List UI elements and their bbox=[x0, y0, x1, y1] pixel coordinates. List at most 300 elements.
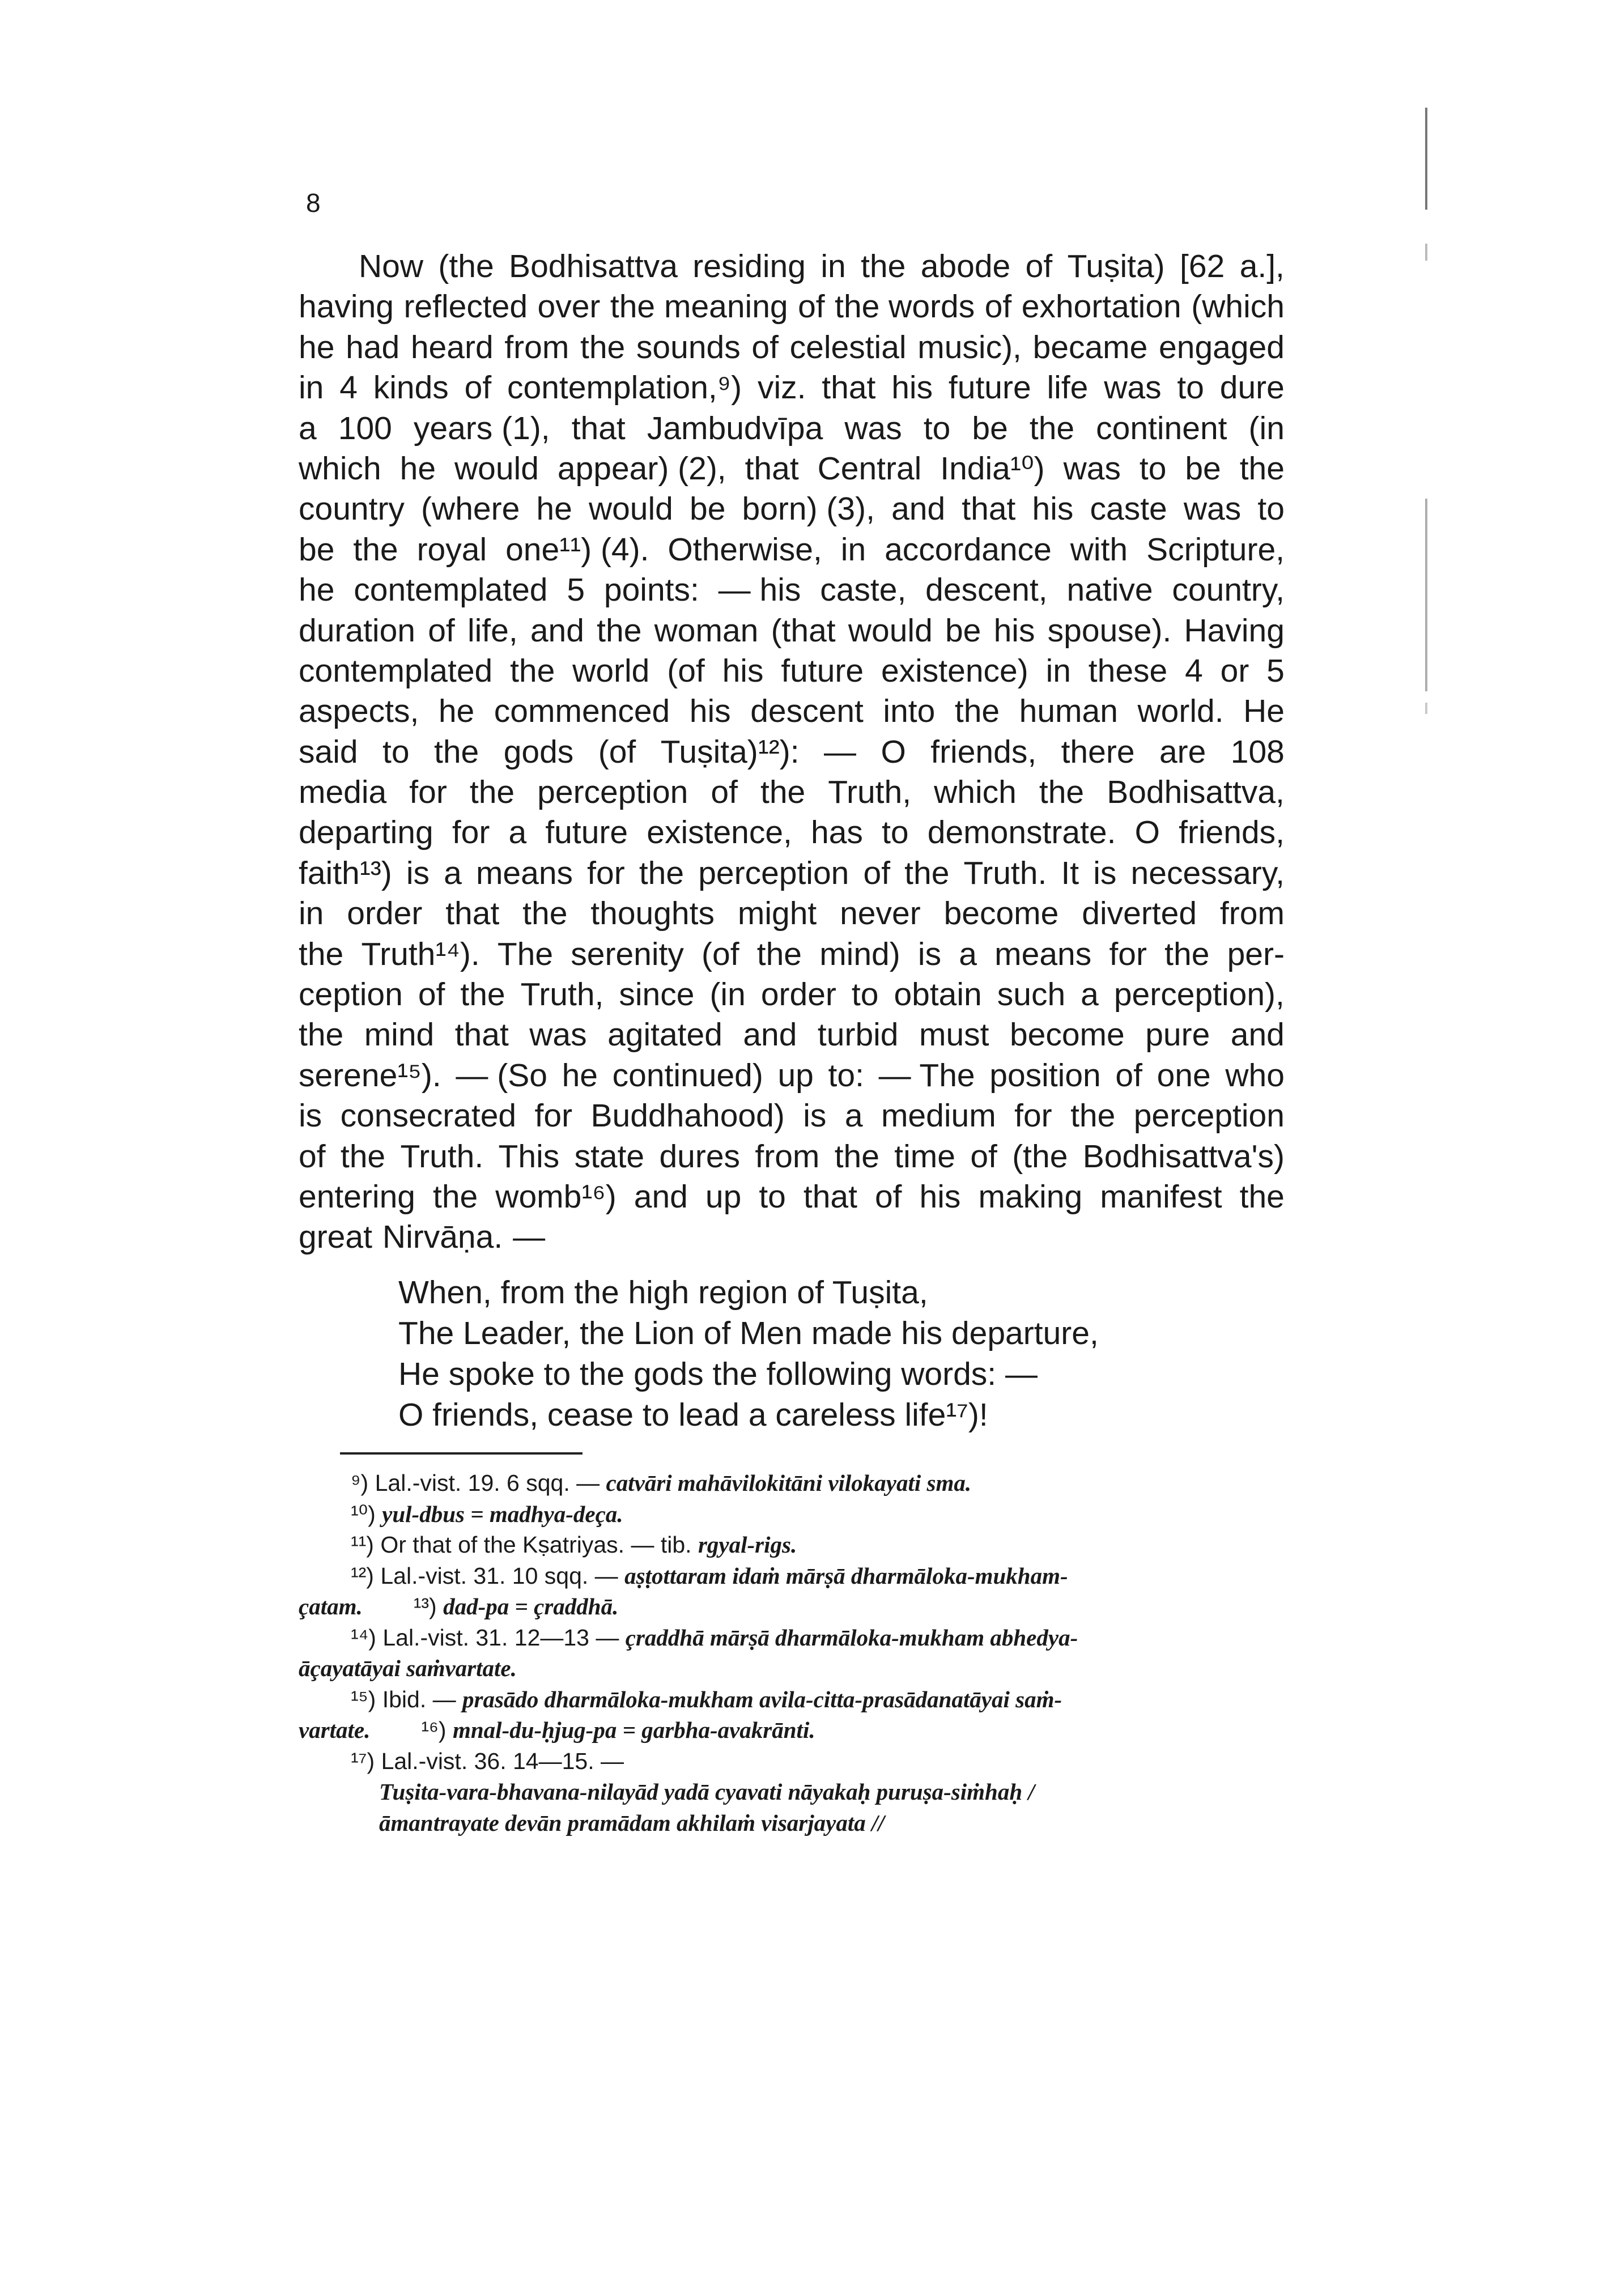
text-line bbox=[299, 1137, 1285, 1177]
word: the bbox=[597, 612, 642, 649]
word: the bbox=[1070, 1098, 1116, 1134]
word: abode bbox=[920, 248, 1011, 284]
word: the bbox=[434, 733, 479, 770]
word: descent bbox=[750, 693, 864, 730]
word: The bbox=[497, 936, 554, 972]
word: native bbox=[1066, 572, 1153, 609]
word: the bbox=[1164, 936, 1210, 972]
footnote-italic: Tuṣita-vara-bhavana-nilayād yadā cyavati nāyakaḥ puruṣa-siṁhaḥ / bbox=[379, 1779, 1035, 1805]
word: one bbox=[1157, 1057, 1211, 1094]
word: [62 bbox=[1180, 248, 1225, 284]
word: a bbox=[508, 814, 527, 851]
word: turbid bbox=[817, 1017, 899, 1053]
word: the bbox=[1239, 1178, 1285, 1215]
word: to bbox=[759, 1178, 786, 1215]
word: per- bbox=[1227, 936, 1285, 972]
word: his bbox=[689, 693, 731, 730]
word: having bbox=[299, 288, 394, 325]
word: media bbox=[299, 774, 387, 811]
word: who bbox=[1225, 1057, 1285, 1094]
word: became bbox=[1032, 329, 1148, 365]
word: his bbox=[993, 612, 1035, 649]
footnote-10 bbox=[299, 1499, 1285, 1530]
word: aspects, bbox=[299, 693, 419, 730]
text-line bbox=[299, 409, 1285, 449]
word: his bbox=[891, 369, 933, 406]
word: making bbox=[978, 1178, 1083, 1215]
word: from bbox=[755, 1138, 820, 1175]
word: was bbox=[844, 410, 902, 447]
word: in bbox=[820, 248, 846, 284]
footnote-12 bbox=[299, 1561, 1285, 1592]
footnote-mark: ¹⁵) bbox=[351, 1686, 376, 1712]
word: the bbox=[299, 936, 344, 972]
word: (that bbox=[771, 612, 836, 649]
word: and bbox=[530, 612, 584, 649]
word: perception), bbox=[1113, 976, 1285, 1013]
word: India¹⁰) bbox=[940, 450, 1045, 487]
footnote-mark: ¹¹) bbox=[351, 1532, 374, 1558]
word: life bbox=[1047, 369, 1089, 406]
word: commenced bbox=[494, 693, 670, 730]
word: of bbox=[711, 774, 738, 811]
word: from bbox=[504, 329, 569, 365]
word: the bbox=[469, 774, 515, 811]
verse-line: The Leader, the Lion of Men made his departure, bbox=[398, 1315, 1099, 1351]
footnote-9 bbox=[299, 1468, 1285, 1499]
word: was bbox=[1104, 369, 1162, 406]
word: caste bbox=[1090, 491, 1167, 528]
word: that bbox=[745, 450, 799, 487]
word: there bbox=[1061, 733, 1135, 770]
text-line bbox=[299, 975, 1285, 1015]
word: serenity bbox=[571, 936, 684, 972]
word: dure bbox=[1219, 369, 1285, 406]
word: reflected bbox=[403, 288, 528, 325]
word: residing bbox=[692, 248, 806, 284]
text-line bbox=[299, 1217, 1285, 1257]
word: that bbox=[454, 1017, 509, 1053]
word: serene¹⁵). bbox=[299, 1057, 441, 1094]
word: is bbox=[917, 936, 942, 972]
word: a bbox=[1081, 976, 1099, 1013]
word: to bbox=[923, 410, 951, 447]
word: are bbox=[1159, 733, 1206, 770]
word: mind) bbox=[819, 936, 900, 972]
word: the bbox=[954, 693, 1000, 730]
word: of bbox=[1025, 248, 1053, 284]
text-line bbox=[299, 246, 1285, 287]
footnote-14-cont bbox=[299, 1653, 1285, 1684]
word: It bbox=[1061, 854, 1079, 891]
footnote-text: Or that of the Kṣatriyas. — tib. bbox=[380, 1532, 692, 1558]
word: dures bbox=[659, 1138, 741, 1175]
word: future bbox=[545, 814, 628, 851]
text-line bbox=[299, 1096, 1285, 1136]
word: engaged bbox=[1159, 329, 1285, 365]
word: would bbox=[588, 491, 673, 528]
word: viz. bbox=[757, 369, 806, 406]
word: born) (3), bbox=[742, 491, 875, 528]
verse-line: O friends, cease to lead a careless life¹⁷)! bbox=[398, 1397, 988, 1433]
text-line bbox=[299, 691, 1285, 732]
word: one¹¹) (4). bbox=[505, 531, 649, 568]
footnote-separator bbox=[340, 1452, 583, 1455]
word: and bbox=[891, 491, 946, 528]
word: spouse). bbox=[1047, 612, 1172, 649]
word: and bbox=[743, 1017, 797, 1053]
word: appear) (2), bbox=[557, 450, 726, 487]
word: (which bbox=[1191, 288, 1285, 325]
word: Central bbox=[817, 450, 922, 487]
word: position bbox=[989, 1057, 1101, 1094]
footnote-italic: yul-dbus = madhya-deça. bbox=[382, 1500, 623, 1527]
word: the bbox=[1039, 774, 1085, 811]
word: into bbox=[883, 693, 936, 730]
word: for bbox=[1109, 936, 1147, 972]
word: be bbox=[972, 410, 1008, 447]
word: (of bbox=[667, 652, 705, 689]
word: (where bbox=[421, 491, 520, 528]
word: means bbox=[475, 854, 573, 891]
word: future bbox=[948, 369, 1031, 406]
word: country, bbox=[1172, 572, 1285, 609]
word: the words bbox=[835, 288, 975, 325]
word: is bbox=[406, 854, 430, 891]
scan-edge-mark bbox=[1425, 703, 1427, 714]
word: Having bbox=[1184, 612, 1285, 649]
word: Bodhisattva's) bbox=[1082, 1138, 1285, 1175]
word: since bbox=[619, 976, 695, 1013]
word: 4 bbox=[339, 369, 358, 406]
word: demonstrate. bbox=[927, 814, 1116, 851]
word: Truth. bbox=[963, 854, 1047, 891]
word: pure bbox=[1145, 1017, 1210, 1053]
word: Nirvāṇa. bbox=[382, 1219, 503, 1256]
footnote-italic: rgyal-rigs. bbox=[698, 1532, 797, 1558]
word: necessary, bbox=[1130, 854, 1285, 891]
word: up bbox=[705, 1178, 742, 1215]
word: He bbox=[1243, 693, 1285, 730]
word: he bbox=[299, 329, 335, 365]
word: the bbox=[760, 774, 806, 811]
word: — The bbox=[878, 1057, 975, 1094]
word: points: bbox=[603, 572, 699, 609]
word: of bbox=[984, 288, 1012, 325]
word: he bbox=[299, 572, 335, 609]
text-line bbox=[299, 651, 1285, 691]
footnote-text: Lal.-vist. 36. 14—15. — bbox=[381, 1747, 624, 1774]
word: 100 bbox=[338, 410, 392, 447]
word: or bbox=[1220, 652, 1249, 689]
word: of bbox=[299, 1138, 326, 1175]
word: sounds bbox=[636, 329, 741, 365]
word: great bbox=[299, 1219, 372, 1256]
word: country bbox=[299, 491, 405, 528]
word: be bbox=[690, 491, 726, 528]
word: existence) bbox=[881, 652, 1028, 689]
text-line bbox=[299, 1056, 1285, 1096]
word: the bbox=[861, 248, 906, 284]
word: Truth¹⁴). bbox=[361, 936, 480, 972]
word: world. bbox=[1137, 693, 1224, 730]
word: would bbox=[454, 450, 539, 487]
word: was bbox=[1183, 491, 1242, 528]
footnote-text: Ibid. — bbox=[382, 1686, 456, 1712]
word: his bbox=[919, 1178, 961, 1215]
word: and bbox=[634, 1178, 688, 1215]
word: to bbox=[882, 814, 909, 851]
footnote-italic: mnal-du-ḥjug-pa = garbha-avakrānti. bbox=[452, 1717, 815, 1743]
word: and bbox=[1230, 1017, 1285, 1053]
footnote-14 bbox=[299, 1622, 1285, 1653]
word: the bbox=[904, 854, 950, 891]
word: Truth, bbox=[520, 976, 604, 1013]
word: for bbox=[452, 814, 490, 851]
word: Truth, bbox=[828, 774, 912, 811]
word: his bbox=[722, 652, 764, 689]
word: of bbox=[863, 854, 891, 891]
text-line bbox=[299, 287, 1285, 327]
word: in bbox=[840, 531, 866, 568]
word: existence, bbox=[647, 814, 792, 851]
word: up bbox=[777, 1057, 814, 1094]
word: consecrated bbox=[340, 1098, 517, 1134]
word: must bbox=[919, 1017, 989, 1053]
word: has bbox=[811, 814, 863, 851]
word: a.], bbox=[1239, 248, 1285, 284]
word: for bbox=[587, 854, 625, 891]
text-line bbox=[299, 368, 1285, 408]
word: never bbox=[840, 895, 921, 932]
word: become bbox=[1009, 1017, 1125, 1053]
word: O bbox=[881, 733, 906, 770]
word: the bbox=[299, 1017, 344, 1053]
footnote-15 bbox=[299, 1684, 1285, 1715]
word: 5 bbox=[1266, 652, 1285, 689]
text-line bbox=[299, 1015, 1285, 1055]
word: woman bbox=[654, 612, 759, 649]
word: for bbox=[534, 1098, 573, 1134]
word: state bbox=[574, 1138, 645, 1175]
word: — (So bbox=[456, 1057, 547, 1094]
word: kinds bbox=[373, 369, 449, 406]
word: was bbox=[529, 1017, 587, 1053]
word: human bbox=[1019, 693, 1118, 730]
word: royal bbox=[416, 531, 487, 568]
word: to bbox=[382, 733, 410, 770]
word: order bbox=[760, 976, 836, 1013]
word: (of bbox=[598, 733, 636, 770]
word: This bbox=[498, 1138, 560, 1175]
footnote-italic: çatam. bbox=[299, 1593, 363, 1619]
word: order bbox=[347, 895, 423, 932]
word: for bbox=[409, 774, 447, 811]
word: Bodhisattva, bbox=[1107, 774, 1285, 811]
word: womb¹⁶) bbox=[495, 1178, 617, 1215]
word: Tuṣita) bbox=[1067, 248, 1165, 284]
word: which bbox=[934, 774, 1017, 811]
word: of bbox=[798, 288, 825, 325]
word: music), bbox=[917, 329, 1022, 365]
text-line bbox=[299, 894, 1285, 934]
word: had bbox=[346, 329, 400, 365]
word: the bbox=[353, 531, 398, 568]
word: perception bbox=[1133, 1098, 1285, 1134]
word: in bbox=[299, 895, 324, 932]
footnote-12-13 bbox=[299, 1591, 1285, 1622]
word: contemplation,⁹) bbox=[507, 369, 742, 406]
word: agitated bbox=[607, 1017, 722, 1053]
footnote-italic: prasādo dharmāloka-mukham avila-citta-prasādanatāyai saṁ- bbox=[462, 1686, 1062, 1712]
word: be bbox=[299, 531, 335, 568]
word: with bbox=[1070, 531, 1128, 568]
word: Truth. bbox=[400, 1138, 484, 1175]
word: a bbox=[959, 936, 977, 972]
text-line bbox=[299, 732, 1285, 772]
word: the bbox=[510, 652, 555, 689]
word: Jambudvīpa bbox=[647, 410, 823, 447]
word: is bbox=[803, 1098, 827, 1134]
word: the bbox=[756, 936, 802, 972]
page-number: 8 bbox=[306, 188, 321, 218]
word: the meaning bbox=[610, 288, 788, 325]
word: Bodhisattva bbox=[509, 248, 678, 284]
word: to bbox=[1139, 450, 1167, 487]
word: (the bbox=[438, 248, 494, 284]
word: diverted bbox=[1082, 895, 1197, 932]
verse-line: When, from the high region of Tuṣita, bbox=[398, 1274, 928, 1311]
footnotes bbox=[299, 1468, 1285, 1838]
footnote-17-verse bbox=[299, 1776, 1285, 1808]
word: years (1), bbox=[413, 410, 550, 447]
word: is bbox=[299, 1098, 322, 1134]
verse-quotation bbox=[398, 1272, 1099, 1435]
word: — his bbox=[718, 572, 801, 609]
word: (the bbox=[1012, 1138, 1068, 1175]
word: (of bbox=[702, 936, 739, 972]
footnote-mark: ¹⁶) bbox=[421, 1717, 447, 1743]
word: he bbox=[438, 693, 475, 730]
word: a bbox=[844, 1098, 863, 1134]
footnote-mark: ¹²) bbox=[351, 1562, 374, 1589]
text-line bbox=[299, 934, 1285, 975]
word: O bbox=[1134, 814, 1160, 851]
scan-edge-mark bbox=[1425, 244, 1427, 261]
footnote-mark: ¹⁴) bbox=[351, 1624, 376, 1651]
word: the bbox=[639, 854, 685, 891]
word: continued) bbox=[612, 1057, 763, 1094]
word: the bbox=[433, 1178, 478, 1215]
word: perception bbox=[537, 774, 688, 811]
word: the bbox=[1029, 410, 1075, 447]
footnote-mark: ⁹) bbox=[351, 1470, 369, 1496]
word: which bbox=[299, 450, 381, 487]
verse-line: He spoke to the gods the following words: — bbox=[398, 1356, 1038, 1392]
word: ception bbox=[299, 976, 403, 1013]
word: perception bbox=[698, 854, 849, 891]
footnote-italic: aṣṭottaram idaṁ mārṣā dharmāloka-mukham- bbox=[624, 1562, 1068, 1589]
footnote-11 bbox=[299, 1529, 1285, 1561]
footnote-15-16 bbox=[299, 1715, 1285, 1746]
word: exhortation bbox=[1021, 288, 1181, 325]
word: descent, bbox=[925, 572, 1048, 609]
word: the bbox=[1239, 450, 1285, 487]
word: was bbox=[1063, 450, 1121, 487]
word: be bbox=[1185, 450, 1221, 487]
word: that bbox=[962, 491, 1016, 528]
word: Scripture, bbox=[1146, 531, 1285, 568]
main-paragraph bbox=[299, 246, 1285, 1258]
word: that bbox=[445, 895, 500, 932]
word: heard bbox=[410, 329, 494, 365]
word: for bbox=[1014, 1098, 1052, 1134]
word: be bbox=[945, 612, 981, 649]
word: friends, bbox=[930, 733, 1037, 770]
text-line bbox=[299, 449, 1285, 489]
word: 4 bbox=[1185, 652, 1203, 689]
word: mind bbox=[364, 1017, 435, 1053]
word: the bbox=[460, 976, 505, 1013]
word: of bbox=[464, 369, 492, 406]
word: life, bbox=[467, 612, 518, 649]
scan-edge-mark bbox=[1425, 108, 1427, 210]
word: friends, bbox=[1179, 814, 1285, 851]
word: said bbox=[299, 733, 358, 770]
text-line bbox=[299, 853, 1285, 894]
word: from bbox=[1219, 895, 1285, 932]
text-line bbox=[299, 570, 1285, 610]
footnote-17-verse bbox=[299, 1808, 1285, 1839]
text-line bbox=[299, 328, 1285, 368]
word: the bbox=[522, 895, 568, 932]
word: he bbox=[562, 1057, 598, 1094]
word: is bbox=[1093, 854, 1117, 891]
word: become bbox=[943, 895, 1059, 932]
word: of bbox=[970, 1138, 997, 1175]
word: to bbox=[1257, 491, 1285, 528]
word: he bbox=[399, 450, 436, 487]
word: such bbox=[997, 976, 1066, 1013]
footnote-italic: vartate. bbox=[299, 1717, 371, 1743]
text-line bbox=[299, 813, 1285, 853]
word: Buddhahood) bbox=[590, 1098, 785, 1134]
word: means bbox=[994, 936, 1092, 972]
word: (in bbox=[1248, 410, 1285, 447]
word: would bbox=[848, 612, 933, 649]
word: contemplated bbox=[354, 572, 548, 609]
footnote-text: Lal.-vist. 31. 12—13 — bbox=[382, 1624, 619, 1651]
word: of bbox=[1115, 1057, 1142, 1094]
word: entering bbox=[299, 1178, 415, 1215]
word: (in bbox=[709, 976, 746, 1013]
word: of bbox=[428, 612, 455, 649]
word: Otherwise, bbox=[668, 531, 822, 568]
word: that bbox=[822, 369, 876, 406]
word: of bbox=[874, 1178, 902, 1215]
word: Tuṣita)¹²): bbox=[660, 733, 800, 770]
word: the bbox=[580, 329, 626, 365]
footnote-text: Lal.-vist. 19. 6 sqq. — bbox=[375, 1470, 600, 1496]
footnote-mark: ¹⁷) bbox=[351, 1747, 375, 1774]
word: obtain bbox=[894, 976, 982, 1013]
word: accordance bbox=[885, 531, 1052, 568]
footnote-italic: āçayatāyai saṁvartate. bbox=[299, 1655, 517, 1681]
word: he bbox=[536, 491, 572, 528]
word: — bbox=[513, 1219, 546, 1256]
text-line bbox=[299, 530, 1285, 570]
word: his bbox=[1032, 491, 1074, 528]
